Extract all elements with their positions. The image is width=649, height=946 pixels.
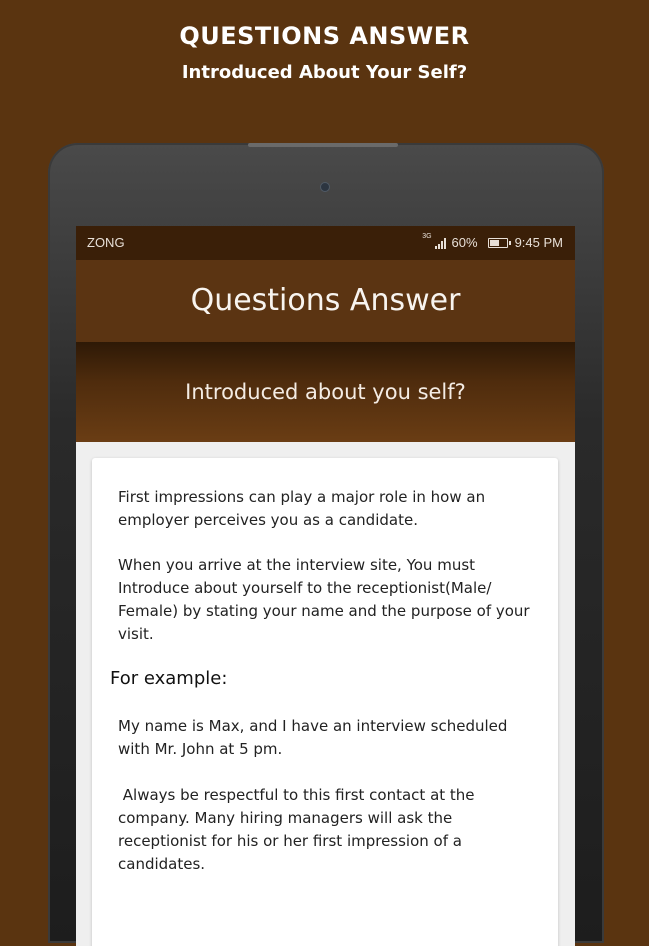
network-type: 3G xyxy=(422,233,432,240)
example-paragraph: My name is Max, and I have an interview scheduled with Mr. John at 5 pm. xyxy=(118,717,508,758)
example-heading: For example: xyxy=(110,668,228,689)
promo-subtitle: Introduced About Your Self? xyxy=(181,62,468,83)
carrier-name: ZONG xyxy=(87,235,125,250)
question-banner xyxy=(76,342,575,442)
front-camera xyxy=(320,182,330,192)
answer-card[interactable] xyxy=(92,458,558,946)
app-bar xyxy=(76,260,575,342)
promo-title: QUESTIONS ANSWER xyxy=(179,22,470,50)
example-paragraph: Always be respectful to this first contact at the company. Many hiring managers will ask the receptionist for his or her first impression of a candidates. xyxy=(118,786,480,873)
question-title: Introduced about you self? xyxy=(185,380,466,404)
battery-icon xyxy=(488,238,508,248)
clock: 9:45 PM xyxy=(514,235,563,250)
answer-paragraph: First impressions can play a major role in how an employer perceives you as a candidate. xyxy=(118,488,486,529)
battery-percent: 60% xyxy=(451,235,478,250)
signal-icon xyxy=(435,237,446,249)
tablet-frame xyxy=(48,143,604,943)
tablet-top-edge xyxy=(248,143,398,147)
status-indicators xyxy=(422,235,563,250)
answer-paragraph: When you arrive at the interview site, You must Introduce about yourself to the receptionist(Male/ Female) by stating your name and the purpose of your visit. xyxy=(118,556,530,643)
device-screen xyxy=(76,226,575,946)
app-title: Questions Answer xyxy=(190,283,461,318)
status-bar xyxy=(76,226,575,260)
